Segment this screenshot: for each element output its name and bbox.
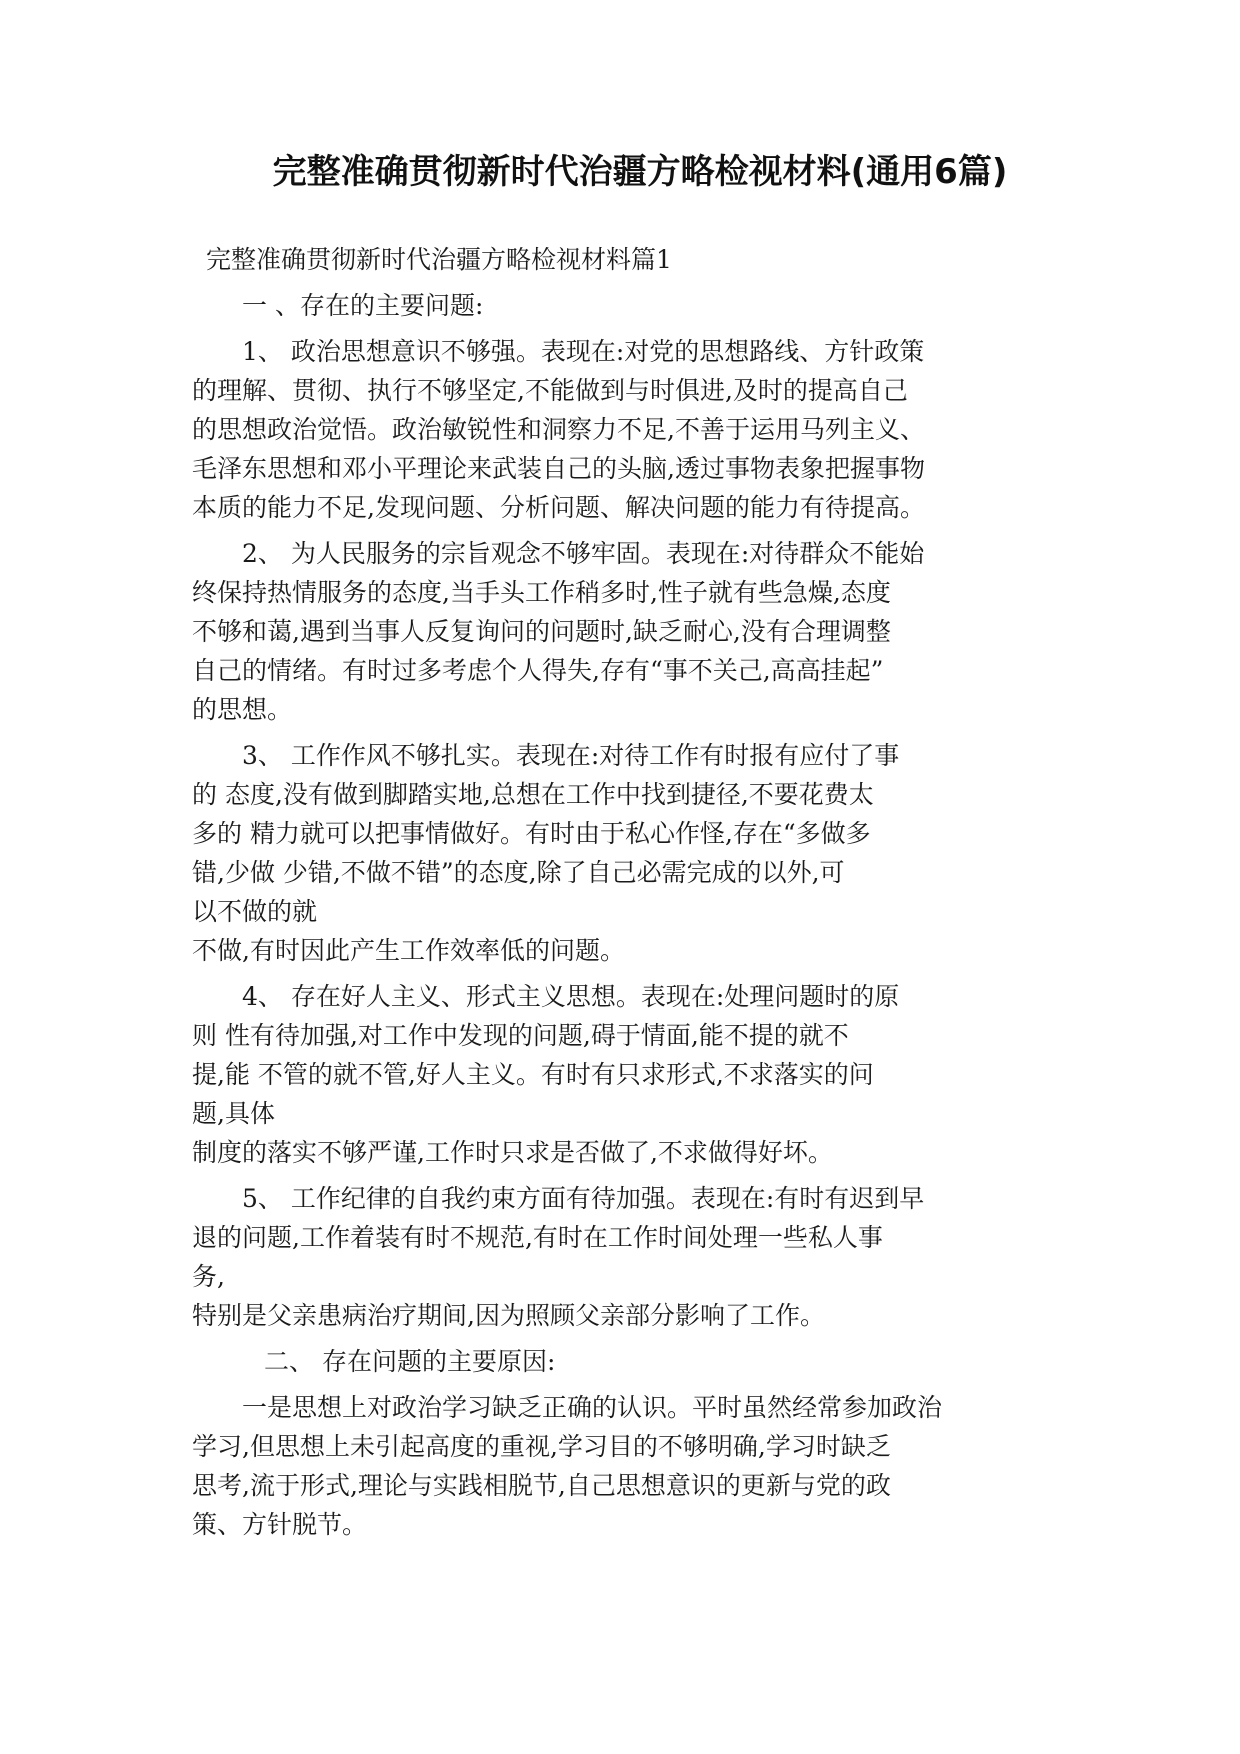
paragraph-line: 终保持热情服务的态度,当手头工作稍多时,性子就有些急燥,态度 xyxy=(192,578,891,607)
paragraph-line: 务, xyxy=(192,1262,225,1291)
paragraph-line: 退的问题,工作着装有时不规范,有时在工作时间处理一些私人事 xyxy=(192,1223,883,1252)
paragraph-2 xyxy=(192,534,1062,729)
paragraph-line: 毛泽东思想和邓小平理论来武装自己的头脑,透过事物表象把握事物 xyxy=(192,454,925,483)
paragraph-line: 的理解、贯彻、执行不够坚定,不能做到与时俱进,及时的提高自己 xyxy=(192,376,908,405)
paragraph-line: 以不做的就 xyxy=(192,897,318,926)
paragraph-line: 不够和蔼,遇到当事人反复询问的问题时,缺乏耐心,没有合理调整 xyxy=(192,617,891,646)
article-subtitle: 完整准确贯彻新时代治疆方略检视材料篇1 xyxy=(206,245,672,274)
paragraph-6 xyxy=(192,1388,1062,1544)
paragraph-line: 2、 为人民服务的宗旨观念不够牢固。表现在:对待群众不能始 xyxy=(242,539,925,568)
paragraph-line: 提,能 不管的就不管,好人主义。有时有只求形式,不求落实的问 xyxy=(192,1060,874,1089)
paragraph-line: 3、 工作作风不够扎实。表现在:对待工作有时报有应付了事 xyxy=(242,741,900,770)
paragraph-line: 1、 政治思想意识不够强。表现在:对党的思想路线、方针政策 xyxy=(242,337,925,366)
paragraph-line: 错,少做 少错,不做不错”的态度,除了自己必需完成的以外,可 xyxy=(192,858,845,887)
paragraph-line: 题,具体 xyxy=(192,1099,275,1128)
document-title: 完整准确贯彻新时代治疆方略检视材料(通用6篇) xyxy=(272,152,1008,192)
paragraph-line: 一是思想上对政治学习缺乏正确的认识。平时虽然经常参加政治 xyxy=(242,1393,943,1422)
paragraph-5 xyxy=(192,1179,1062,1335)
paragraph-line: 不做,有时因此产生工作效率低的问题。 xyxy=(192,936,625,965)
paragraph-line: 5、 工作纪律的自我约束方面有待加强。表现在:有时有迟到早 xyxy=(242,1184,925,1213)
paragraph-line: 多的 精力就可以把事情做好。有时由于私心作怪,存在“多做多 xyxy=(192,819,871,848)
section-heading-problems: 一 、存在的主要问题: xyxy=(242,291,484,320)
paragraph-line: 的思想。 xyxy=(192,695,293,724)
paragraph-line: 思考,流于形式,理论与实践相脱节,自己思想意识的更新与党的政 xyxy=(192,1471,891,1500)
paragraph-line: 自己的情绪。有时过多考虑个人得失,存有“事不关己,高高挂起” xyxy=(192,656,884,685)
paragraph-line: 4、 存在好人主义、形式主义思想。表现在:处理问题时的原 xyxy=(242,982,900,1011)
paragraph-3 xyxy=(192,736,1062,970)
paragraph-line: 的 态度,没有做到脚踏实地,总想在工作中找到捷径,不要花费太 xyxy=(192,780,874,809)
paragraph-line: 则 性有待加强,对工作中发现的问题,碍于情面,能不提的就不 xyxy=(192,1021,849,1050)
paragraph-4 xyxy=(192,977,1062,1172)
paragraph-line: 本质的能力不足,发现问题、分析问题、解决问题的能力有待提高。 xyxy=(192,493,925,522)
paragraph-line: 学习,但思想上未引起高度的重视,学习目的不够明确,学习时缺乏 xyxy=(192,1432,891,1461)
document-body xyxy=(192,240,1062,1551)
paragraph-line: 特别是父亲患病治疗期间,因为照顾父亲部分影响了工作。 xyxy=(192,1301,825,1330)
paragraph-line: 策、方针脱节。 xyxy=(192,1510,368,1539)
paragraph-line: 的思想政治觉悟。政治敏锐性和洞察力不足,不善于运用马列主义、 xyxy=(192,415,925,444)
section-heading-causes: 二、 存在问题的主要原因: xyxy=(264,1347,556,1376)
paragraph-1 xyxy=(192,332,1062,527)
paragraph-line: 制度的落实不够严谨,工作时只求是否做了,不求做得好坏。 xyxy=(192,1138,833,1167)
